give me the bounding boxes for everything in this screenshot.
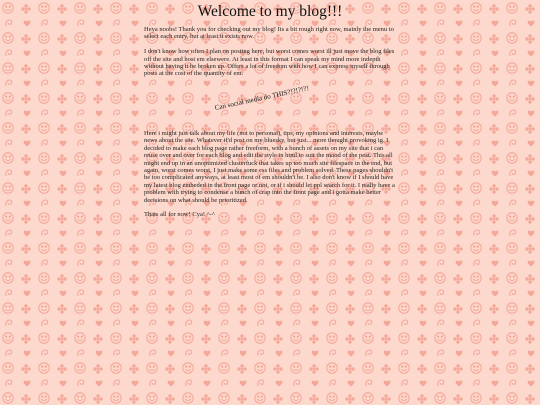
sign-off-paragraph: Thats all for now! Cya! ^-^ <box>144 211 215 219</box>
body-paragraph: Here i might just talk about my life (not to personal), tips, my opinions and interests, maybe news about the site. Whatever if'd post on my bluesky, but just... more thought provoking ig. I decided to make each blog page rather freeform, with a bunch of assets on my site that i can reuse over and over for each blog and edit the style in html to suit the mood of the post. This all might end up in an unoptimized clusterfuck that takes up too much site filespace in the end, but again, worst comes worst, I just make some css files and problem solved. These pages shouldn't be too complicated anyways, at least most of em shouldn't be. I also don't know if I should have my latest blog embeded in the front page or not, or if i should let ppl search for it. I really have a problem with trying to condense a bunch of crap into the front page and i gotta make better decisions on what should be prioritized. <box>144 130 395 204</box>
social-media-link[interactable]: Can social media do THIS?!?!?!?! <box>214 84 310 112</box>
intro-paragraph: I don't know how often I plan on posting here, but worst comes worst ill just move the blog files off the site and host em elsewere. At least in this format I can speak my mind more indepth without having it be broken up. Offers a lot of freedom with how I can express myself through posts at the cost of the quantity of em. <box>144 48 395 78</box>
intro-paragraph: Heya noobs! Thank you for checking out my blog! Its a bit rough right now, mainly the menu to select each entry, but at least it exists now. <box>144 26 394 41</box>
page-title: Welcome to my blog!!! <box>197 3 343 20</box>
body-section <box>144 130 396 226</box>
intro-section <box>144 26 396 85</box>
